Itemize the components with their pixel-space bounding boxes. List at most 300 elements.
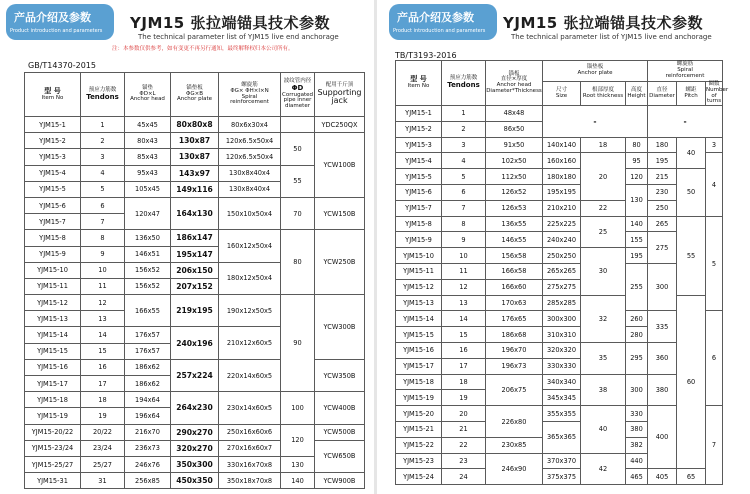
header-anchor-plate: 锚垫板 ΦG×B Anchor plate [171, 73, 219, 117]
cell-tendons: 1 [442, 106, 486, 122]
disclaimer-note: 注：本参数仅供参考，如有变更不再另行通知，最终解释权归本公司所有。 [112, 46, 294, 52]
cell-item: YJM15-16 [25, 359, 81, 375]
cell-item: YJM15-21 [396, 422, 442, 438]
cell-item: YJM15-3 [25, 149, 81, 165]
cell-head: 256x85 [125, 473, 171, 489]
cell-height: 300 [626, 374, 648, 406]
cell-item: YJM15-10 [25, 262, 81, 278]
cell-plate: 164x130 [171, 197, 219, 229]
cell-tendons: 7 [81, 214, 125, 230]
header-tendons: 预应力筋数 Tendons [81, 73, 125, 117]
standard-code: GB/T14370-2015 [28, 61, 96, 70]
cell-pitch: 55 [677, 216, 706, 295]
cell-item: YJM15-15 [396, 327, 442, 343]
header-tendons: 预应力筋数 Tendons [442, 61, 486, 106]
cell-spiral: 210x12x60x5 [219, 327, 281, 359]
header-diameter: 直径 Diameter [648, 82, 677, 106]
cell-head: 126x53 [486, 200, 543, 216]
table-row [25, 456, 365, 472]
cell-turns: 6 [706, 311, 723, 406]
cell-spiral: 330x16x70x8 [219, 456, 281, 472]
cell-head: 45x45 [125, 117, 171, 133]
cell-tendons: 6 [81, 197, 125, 213]
badge-title: 产品介绍及参数 [397, 11, 474, 24]
table-row [396, 264, 723, 280]
cell-size: 160x160 [543, 153, 581, 169]
cell-size: 240x240 [543, 232, 581, 248]
cell-tendons: 18 [442, 374, 486, 390]
cell-tendons: 11 [81, 278, 125, 294]
cell-plate: 186x147 [171, 230, 219, 246]
cell-item: YJM15-11 [25, 278, 81, 294]
table-row [25, 392, 365, 408]
cell-head: 48x48 [486, 106, 543, 122]
cell-tendons: 20 [442, 406, 486, 422]
cell-head: 176x57 [125, 327, 171, 343]
cell-spiral: 230x14x60x5 [219, 392, 281, 424]
cell-height: 155 [626, 232, 648, 248]
cell-dia: 300 [648, 264, 677, 311]
cell-plate: 350x300 [171, 456, 219, 472]
cell-item: YJM15-18 [25, 392, 81, 408]
cell-spiral: 180x12x50x4 [219, 262, 281, 294]
cell-item: YJM15-3 [396, 137, 442, 153]
cell-height: 380 [626, 422, 648, 438]
cell-turns: 4 [706, 153, 723, 216]
page-subtitle: The technical parameter list of YJM15 live end anchorage [138, 33, 339, 41]
right-catalog-page [377, 0, 750, 494]
cell-height: 260 [626, 311, 648, 327]
header-anchor-head: 锚垫 ΦD×L Anchor head [125, 73, 171, 117]
cell-tendons: 15 [81, 343, 125, 359]
cell-pitch: 50 [677, 169, 706, 216]
cell-tendons: 7 [442, 200, 486, 216]
cell-dia: 335 [648, 311, 677, 343]
cell-head: 166x55 [125, 295, 171, 327]
header-spiral: 螺旋筋 Spiral reinforcement [648, 61, 723, 82]
cell-head: 246x90 [486, 453, 543, 485]
cell-dia: 380 [648, 374, 677, 406]
cell-tendons: 17 [81, 376, 125, 392]
cell-tendons: 4 [81, 165, 125, 181]
cell-dia: 195 [648, 153, 677, 169]
cell-head: 136x50 [125, 230, 171, 246]
cell-spiral: 350x18x70x8 [219, 473, 281, 489]
cell-tendons: 6 [442, 185, 486, 201]
cell-root: 25 [581, 216, 626, 248]
table-row [25, 117, 365, 133]
cell-item: YJM15-5 [396, 169, 442, 185]
cell-pitch: 40 [677, 137, 706, 169]
header-jack: 配用千斤顶 Supporting jack [315, 73, 365, 117]
cell-jack: YCW400B [315, 392, 365, 424]
cell-tendons: 10 [81, 262, 125, 278]
cell-root: 35 [581, 343, 626, 375]
cell-tendons: 13 [81, 311, 125, 327]
badge-subtitle: Product introduction and parameters [10, 28, 103, 34]
cell-jack: YDC250QX [315, 117, 365, 133]
page-title: YJM15 张拉端锚具技术参数 [503, 14, 703, 32]
cell-plate: 320x270 [171, 440, 219, 456]
cell-item: YJM15-19 [25, 408, 81, 424]
cell-height: 195 [626, 248, 648, 264]
cell-height: 295 [626, 343, 648, 375]
header-anchor-plate: 锚垫板 Anchor plate [543, 61, 648, 82]
cell-head: 176x57 [125, 343, 171, 359]
cell-item: YJM15-7 [25, 214, 81, 230]
cell-item: YJM15-23 [396, 453, 442, 469]
cell-head: 196x64 [125, 408, 171, 424]
cell-size: 285x285 [543, 295, 581, 311]
table-row [396, 406, 723, 422]
cell-duct [281, 117, 315, 133]
table-row [396, 153, 723, 169]
cell-tendons: 19 [81, 408, 125, 424]
cell-tendons: 4 [442, 153, 486, 169]
header-height: 高度 Height [626, 82, 648, 106]
cell-head: 196x70 [486, 343, 543, 359]
cell-head: 230x85 [486, 437, 543, 453]
cell-item: YJM15-4 [25, 165, 81, 181]
cell-tendons: 3 [81, 149, 125, 165]
cell-head: 236x73 [125, 440, 171, 456]
cell-tendons: 10 [442, 248, 486, 264]
cell-item: YJM15-5 [25, 181, 81, 197]
cell-item: YJM15-13 [396, 295, 442, 311]
cell-item: YJM15-1 [25, 117, 81, 133]
cell-size: 225x225 [543, 216, 581, 232]
cell-head: 126x52 [486, 185, 543, 201]
cell-height: 280 [626, 327, 648, 343]
cell-head: 166x60 [486, 279, 543, 295]
table-row [25, 165, 365, 181]
cell-spiral: 270x16x60x7 [219, 440, 281, 456]
cell-plate: 195x147 [171, 246, 219, 262]
cell-pitch: 60 [677, 295, 706, 469]
cell-item: YJM15-25/27 [25, 456, 81, 472]
cell-item: YJM15-24 [396, 469, 442, 485]
table-row [396, 343, 723, 359]
cell-item: YJM15-4 [396, 153, 442, 169]
table-row [396, 374, 723, 390]
cell-jack: YCW300B [315, 295, 365, 360]
cell-item: YJM15-2 [396, 121, 442, 137]
cell-spiral: 190x12x50x5 [219, 295, 281, 327]
cell-tendons: 16 [81, 359, 125, 375]
cell-turns: 3 [706, 137, 723, 153]
cell-tendons: 5 [81, 181, 125, 197]
cell-head: 112x50 [486, 169, 543, 185]
cell-size: 275x275 [543, 279, 581, 295]
cell-tendons: 14 [442, 311, 486, 327]
cell-spiral: 130x8x40x4 [219, 165, 281, 181]
cell-tendons: 19 [442, 390, 486, 406]
table-row [396, 185, 723, 201]
cell-tendons: 1 [81, 117, 125, 133]
table-row [25, 295, 365, 311]
cell-height: 465 [626, 469, 648, 485]
cell-tendons: 23/24 [81, 440, 125, 456]
cell-item: YJM15-12 [396, 279, 442, 295]
header-item-no: 型 号 Item No [25, 73, 81, 117]
cell-size: 210x210 [543, 200, 581, 216]
cell-dia: 360 [648, 343, 677, 375]
cell-head: 186x62 [125, 376, 171, 392]
cell-dia: 405 [648, 469, 677, 485]
cell-size: 365x365 [543, 422, 581, 454]
cell-tendons: 2 [81, 133, 125, 149]
header-spiral: 螺旋筋 ΦG× ΦH×I×N Spiral reinforcement [219, 73, 281, 117]
cell-spiral-na: - [648, 106, 723, 138]
cell-tendons: 11 [442, 264, 486, 280]
cell-tendons: 2 [442, 121, 486, 137]
table-row [396, 232, 723, 248]
cell-duct: 130 [281, 456, 315, 472]
cell-head: 86x50 [486, 121, 543, 137]
cell-spiral: 160x12x50x4 [219, 230, 281, 262]
cell-size: 320x320 [543, 343, 581, 359]
cell-duct: 100 [281, 392, 315, 424]
cell-spiral: 120x6.5x50x4 [219, 133, 281, 149]
cell-tendons: 25/27 [81, 456, 125, 472]
cell-dia: 250 [648, 200, 677, 216]
cell-spiral: 80x6x30x4 [219, 117, 281, 133]
cell-tendons: 24 [442, 469, 486, 485]
cell-plate: 130x87 [171, 133, 219, 149]
cell-plate: 264x230 [171, 392, 219, 424]
cell-root: 42 [581, 453, 626, 485]
badge-title: 产品介绍及参数 [14, 11, 91, 24]
cell-head: 194x64 [125, 392, 171, 408]
cell-plate: 450x350 [171, 473, 219, 489]
cell-item: YJM15-9 [396, 232, 442, 248]
cell-duct: 120 [281, 424, 315, 456]
cell-jack: YCW350B [315, 359, 365, 391]
cell-height: 95 [626, 153, 648, 169]
cell-item: YJM15-8 [25, 230, 81, 246]
table-row [25, 230, 365, 246]
cell-item: YJM15-2 [25, 133, 81, 149]
cell-plate: 143x97 [171, 165, 219, 181]
cell-tendons: 31 [81, 473, 125, 489]
cell-size: 140x140 [543, 137, 581, 153]
cell-item: YJM15-11 [396, 264, 442, 280]
cell-dia: 400 [648, 406, 677, 469]
cell-plate: 207x152 [171, 278, 219, 294]
cell-head: 186x62 [125, 359, 171, 375]
cell-dia: 215 [648, 169, 677, 185]
cell-size: 265x265 [543, 264, 581, 280]
cell-item: YJM15-17 [396, 358, 442, 374]
parameter-table [24, 72, 365, 489]
cell-tendons: 8 [81, 230, 125, 246]
header-anchor-head: 锚板 直径×厚度 Anchor head Diameter*Thickness [486, 61, 543, 106]
cell-size: 345x345 [543, 390, 581, 406]
cell-tendons: 15 [442, 327, 486, 343]
cell-head: 156x52 [125, 278, 171, 294]
table-row [25, 197, 365, 213]
header-duct: 波纹管内径 ΦD Corrugated pipe inner diameter [281, 73, 315, 117]
cell-head: 120x47 [125, 197, 171, 229]
cell-jack: YCW500B [315, 424, 365, 440]
table-row [25, 133, 365, 149]
header-item-no: 型 号 Item No [396, 61, 442, 106]
cell-head: 186x68 [486, 327, 543, 343]
cell-tendons: 22 [442, 437, 486, 453]
cell-tendons: 12 [442, 279, 486, 295]
cell-tendons: 14 [81, 327, 125, 343]
standard-code: TB/T3193-2016 [395, 51, 457, 60]
cell-item: YJM15-9 [25, 246, 81, 262]
cell-root: 18 [581, 137, 626, 153]
header-pitch: 螺距 Pitch [677, 82, 706, 106]
cell-head: 216x70 [125, 424, 171, 440]
cell-height: 130 [626, 185, 648, 217]
cell-root: 32 [581, 295, 626, 342]
cell-head: 91x50 [486, 137, 543, 153]
cell-item: YJM15-13 [25, 311, 81, 327]
cell-turns: 7 [706, 406, 723, 485]
cell-root: 20 [581, 153, 626, 200]
cell-duct: 70 [281, 197, 315, 229]
cell-head: 85x43 [125, 149, 171, 165]
cell-dia: 265 [648, 216, 677, 232]
cell-size: 375x375 [543, 469, 581, 485]
cell-duct: 50 [281, 133, 315, 165]
cell-item: YJM15-22 [396, 437, 442, 453]
cell-jack: YCW250B [315, 230, 365, 295]
cell-head: 95x43 [125, 165, 171, 181]
cell-spiral: 250x16x60x6 [219, 424, 281, 440]
cell-tendons: 18 [81, 392, 125, 408]
cell-size: 300x300 [543, 311, 581, 327]
cell-height: 80 [626, 137, 648, 153]
cell-tendons: 21 [442, 422, 486, 438]
cell-item: YJM15-18 [396, 374, 442, 390]
cell-item: YJM15-20 [396, 406, 442, 422]
cell-plate: 149x116 [171, 181, 219, 197]
cell-spiral: 150x10x50x4 [219, 197, 281, 229]
cell-tendons: 9 [81, 246, 125, 262]
cell-height: 120 [626, 169, 648, 185]
cell-tendons: 16 [442, 343, 486, 359]
table-row [396, 169, 723, 185]
cell-duct: 55 [281, 165, 315, 197]
table-row [396, 137, 723, 153]
cell-turns: 5 [706, 216, 723, 311]
cell-tendons: 23 [442, 453, 486, 469]
table-row [396, 311, 723, 327]
cell-root: 30 [581, 248, 626, 295]
cell-head: 105x45 [125, 181, 171, 197]
cell-jack: YCW100B [315, 133, 365, 198]
cell-dia: 230 [648, 185, 677, 201]
cell-root: 38 [581, 374, 626, 406]
cell-item: YJM15-6 [25, 197, 81, 213]
cell-jack: YCW900B [315, 473, 365, 489]
cell-head: 166x58 [486, 264, 543, 280]
section-badge [6, 4, 114, 40]
cell-item: YJM15-10 [396, 248, 442, 264]
cell-item: YJM15-15 [25, 343, 81, 359]
cell-plate: 240x196 [171, 327, 219, 359]
cell-duct: 80 [281, 230, 315, 295]
cell-item: YJM15-1 [396, 106, 442, 122]
cell-duct: 140 [281, 473, 315, 489]
left-catalog-page [0, 0, 374, 494]
cell-head: 246x76 [125, 456, 171, 472]
cell-jack: YCW150B [315, 197, 365, 229]
cell-pitch: 65 [677, 469, 706, 485]
cell-height: 330 [626, 406, 648, 422]
cell-plate: 257x224 [171, 359, 219, 391]
table-row [396, 469, 723, 485]
cell-plate: 206x150 [171, 262, 219, 278]
cell-size: 370x370 [543, 453, 581, 469]
cell-spiral: 120x6.5x50x4 [219, 149, 281, 165]
cell-height: 140 [626, 216, 648, 232]
cell-plate-na: - [543, 106, 648, 138]
cell-plate: 219x195 [171, 295, 219, 327]
cell-duct: 90 [281, 295, 315, 392]
cell-height: 255 [626, 264, 648, 311]
cell-head: 136x55 [486, 216, 543, 232]
cell-item: YJM15-6 [396, 185, 442, 201]
cell-head: 226x80 [486, 406, 543, 438]
cell-root: 40 [581, 406, 626, 453]
table-row [25, 424, 365, 440]
cell-head: 196x73 [486, 358, 543, 374]
cell-item: YJM15-23/24 [25, 440, 81, 456]
cell-size: 355x355 [543, 406, 581, 422]
cell-plate: 130x87 [171, 149, 219, 165]
cell-dia: 180 [648, 137, 677, 153]
cell-item: YJM15-31 [25, 473, 81, 489]
cell-size: 180x180 [543, 169, 581, 185]
cell-plate: 80x80x8 [171, 117, 219, 133]
cell-tendons: 8 [442, 216, 486, 232]
cell-size: 340x340 [543, 374, 581, 390]
parameter-table [395, 60, 729, 485]
cell-item: YJM15-7 [396, 200, 442, 216]
cell-head: 146x55 [486, 232, 543, 248]
cell-head: 80x43 [125, 133, 171, 149]
cell-item: YJM15-16 [396, 343, 442, 359]
table-row [25, 473, 365, 489]
cell-dia: 275 [648, 232, 677, 264]
cell-item: YJM15-14 [25, 327, 81, 343]
cell-item: YJM15-17 [25, 376, 81, 392]
cell-head: 156x58 [486, 248, 543, 264]
cell-tendons: 20/22 [81, 424, 125, 440]
cell-head: 156x52 [125, 262, 171, 278]
cell-spiral: 220x14x60x5 [219, 359, 281, 391]
cell-height: 382 [626, 437, 648, 453]
table-row [396, 200, 723, 216]
cell-size: 330x330 [543, 358, 581, 374]
page-title: YJM15 张拉端锚具技术参数 [130, 14, 330, 32]
table-row [396, 106, 723, 122]
page-subtitle: The technical parameter list of YJM15 live end anchorage [511, 33, 712, 41]
header-turns: 圈数 Number of turns [706, 81, 729, 105]
cell-tendons: 17 [442, 358, 486, 374]
table-row [396, 216, 723, 232]
header-root-thickness: 根部厚度 Root thickness [581, 82, 626, 106]
header-size: 尺寸 Size [543, 82, 581, 106]
badge-subtitle: Product introduction and parameters [393, 28, 486, 34]
cell-head: 146x51 [125, 246, 171, 262]
cell-height: 440 [626, 453, 648, 469]
